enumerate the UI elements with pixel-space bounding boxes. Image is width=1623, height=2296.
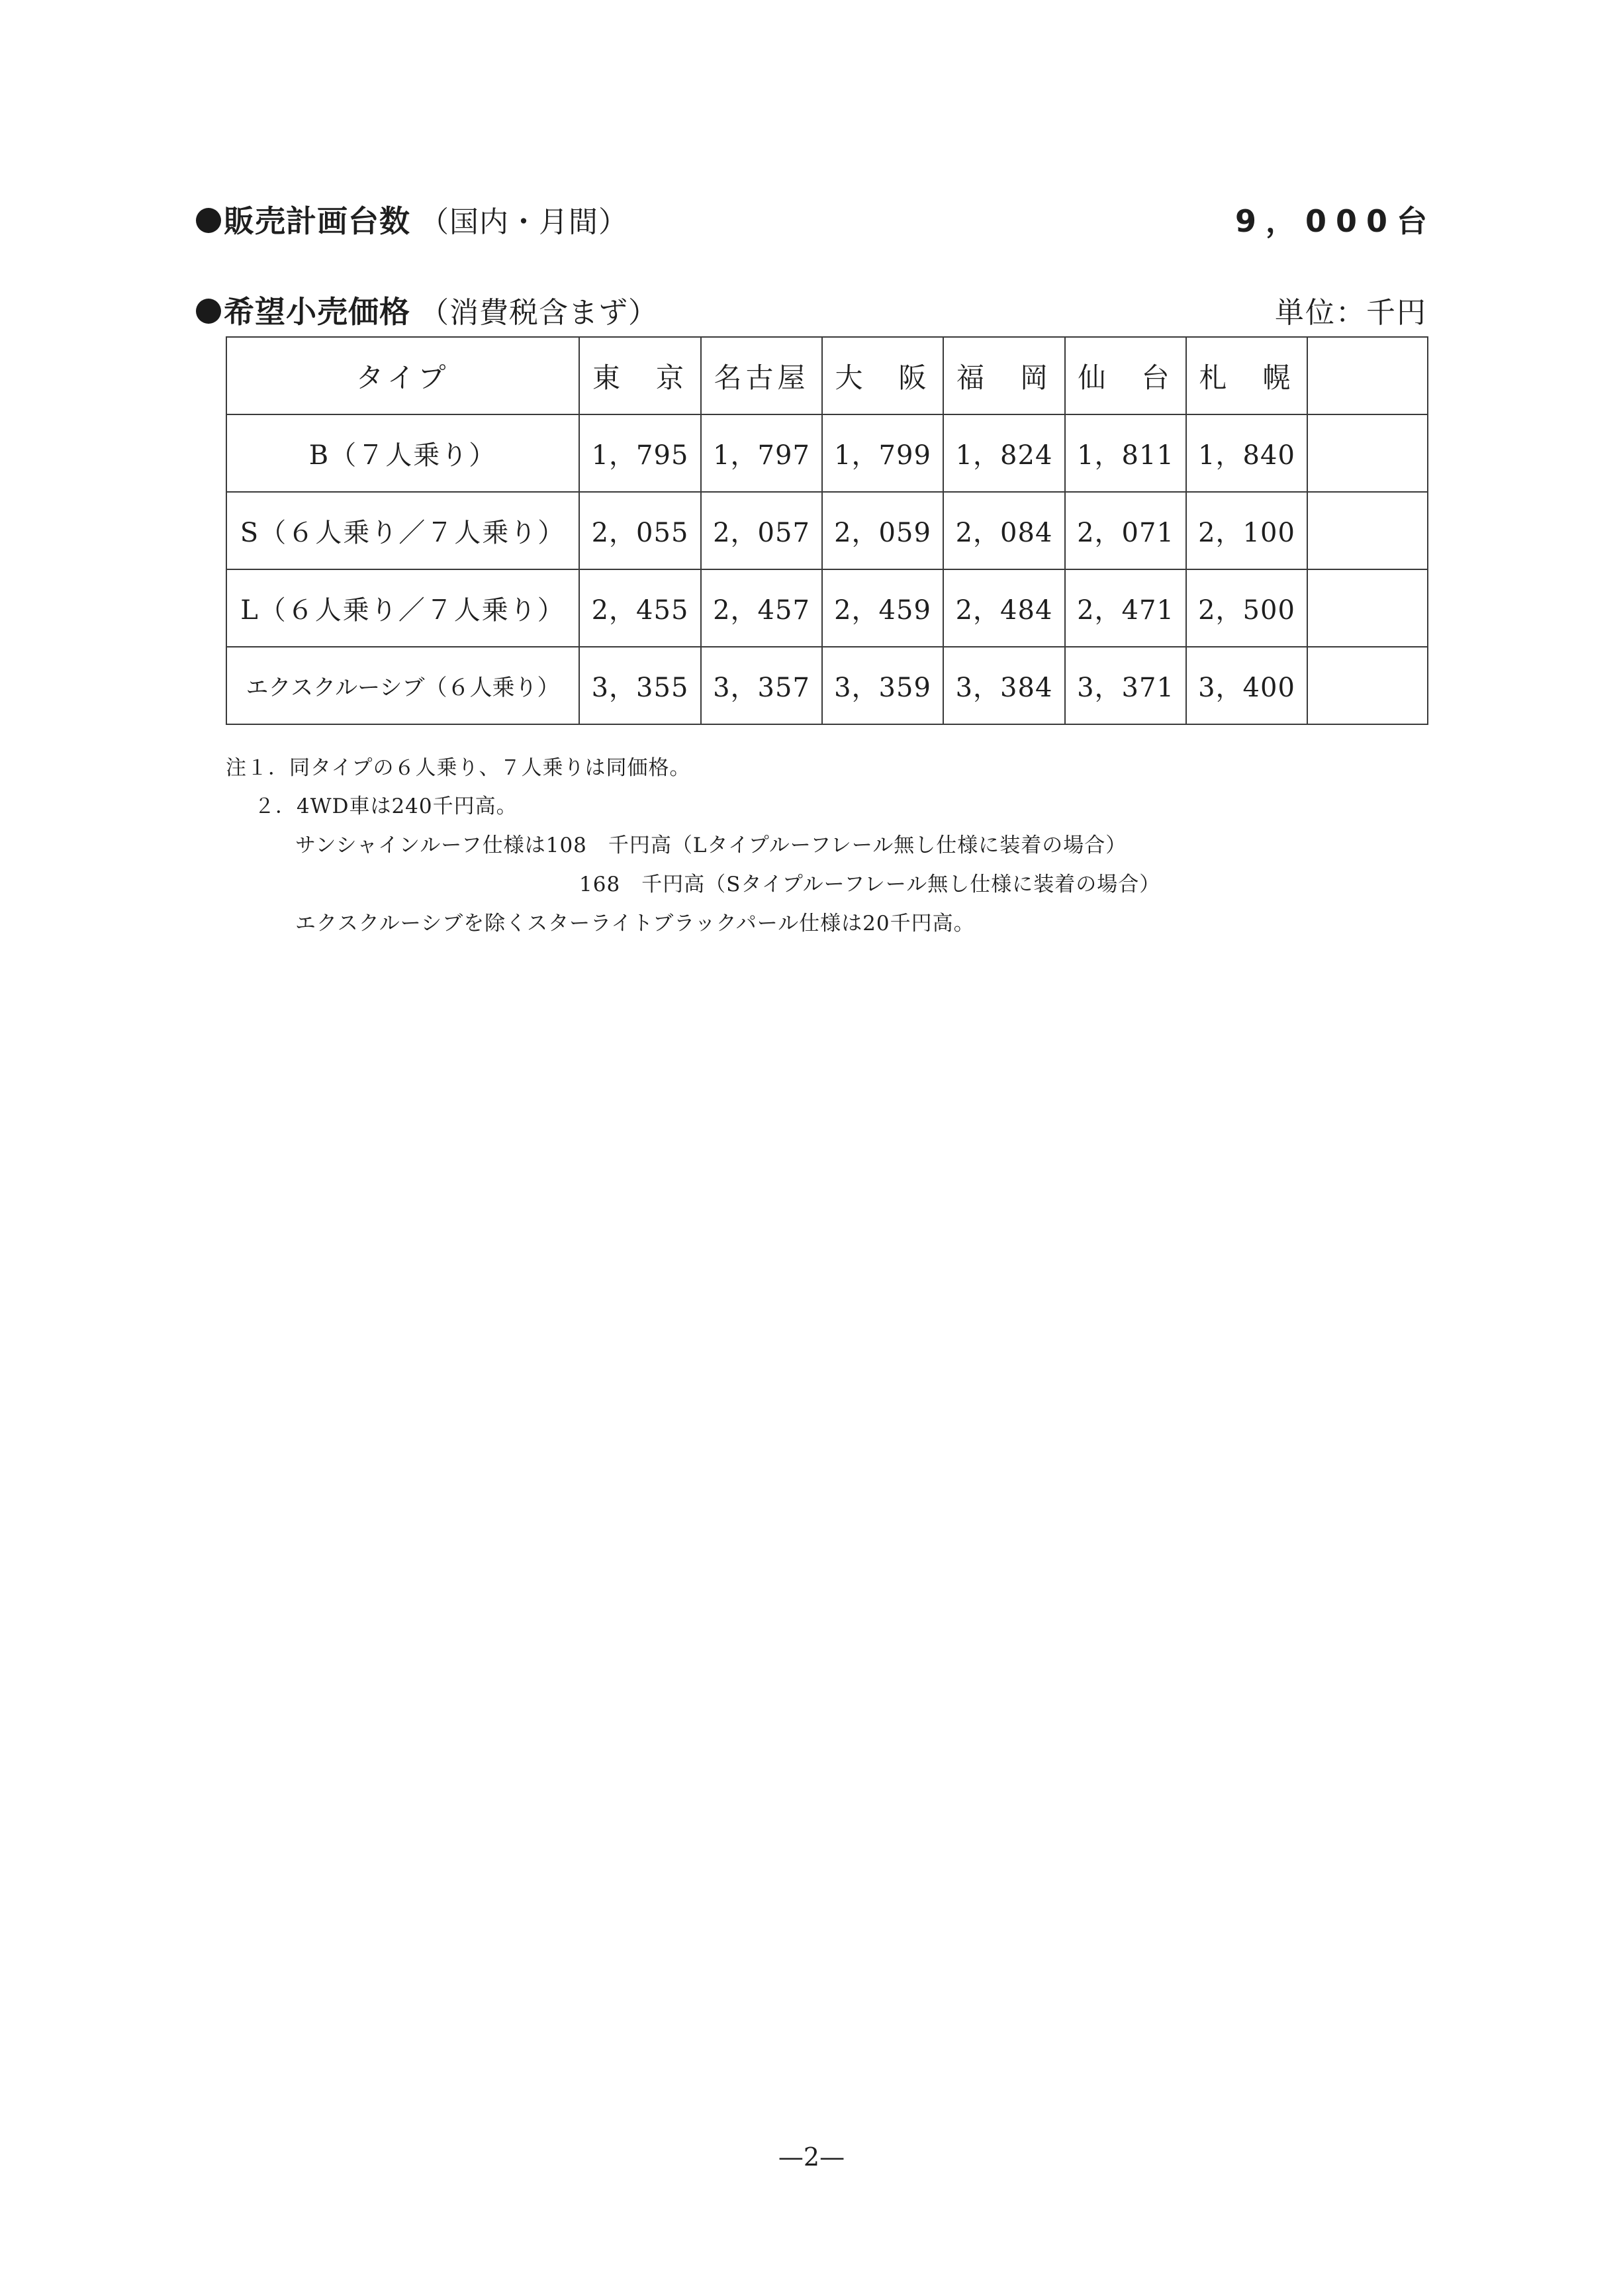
price-cell: 2，059 <box>822 492 943 569</box>
price-cell: 3，400 <box>1186 647 1307 724</box>
type-cell: S（６人乗り／７人乗り） <box>226 492 579 569</box>
retail-price-row <box>196 288 1427 332</box>
note-sunroof-s: 168 千円高（Sタイプルーフレール無し仕様に装着の場合） <box>579 873 1161 896</box>
header-nagoya: 名古屋 <box>701 337 822 414</box>
header-blank <box>1307 337 1428 414</box>
price-cell: 3，357 <box>701 647 822 724</box>
page-number: —2— <box>778 2142 845 2172</box>
header-fukuoka: 福 岡 <box>943 337 1065 414</box>
price-cell: 2，484 <box>943 569 1065 647</box>
bullet-icon <box>196 208 221 233</box>
price-cell: 1，797 <box>701 414 822 492</box>
price-cell: 1，795 <box>579 414 701 492</box>
empty-cell <box>1307 492 1428 569</box>
type-cell: エクスクルーシブ（６人乗り） <box>226 647 579 724</box>
table-row <box>226 414 1428 492</box>
bullet-icon <box>196 299 221 324</box>
price-cell: 3，359 <box>822 647 943 724</box>
sales-plan-title: 販売計画台数 <box>224 203 410 239</box>
type-cell: B（７人乗り） <box>226 414 579 492</box>
price-table <box>226 336 1428 725</box>
retail-price-heading <box>196 288 658 332</box>
header-tokyo: 東 京 <box>579 337 701 414</box>
retail-price-subtitle: （消費税含まず） <box>420 296 658 330</box>
table-row <box>226 569 1428 647</box>
price-cell: 2，055 <box>579 492 701 569</box>
retail-price-title: 希望小売価格 <box>224 294 410 330</box>
empty-cell <box>1307 569 1428 647</box>
price-cell: 2，100 <box>1186 492 1307 569</box>
header-osaka: 大 阪 <box>822 337 943 414</box>
table-row <box>226 647 1428 724</box>
header-type: タイプ <box>226 337 579 414</box>
price-cell: 1，824 <box>943 414 1065 492</box>
price-cell: 2，084 <box>943 492 1065 569</box>
price-cell: 1，840 <box>1186 414 1307 492</box>
note-sunroof: サンシャインルーフ仕様は108 千円高（Lタイプルーフレール無し仕様に装着の場合） <box>295 834 1127 857</box>
price-cell: 1，799 <box>822 414 943 492</box>
price-cell: 2，071 <box>1065 492 1186 569</box>
sales-plan-value: 9，000台 <box>1234 203 1436 239</box>
price-cell: 1，811 <box>1065 414 1186 492</box>
unit-label: 単位：千円 <box>1275 296 1427 330</box>
empty-cell <box>1307 647 1428 724</box>
price-cell: 2，057 <box>701 492 822 569</box>
price-cell: 2，471 <box>1065 569 1186 647</box>
note-1: 注１．同タイプの６人乗り、７人乗りは同価格。 <box>226 756 691 780</box>
type-cell: L（６人乗り／７人乗り） <box>226 569 579 647</box>
header-sendai: 仙 台 <box>1065 337 1186 414</box>
sales-plan-row <box>196 197 1436 241</box>
header-sapporo: 札 幌 <box>1186 337 1307 414</box>
price-cell: 3，355 <box>579 647 701 724</box>
table-row <box>226 492 1428 569</box>
price-cell: 2，457 <box>701 569 822 647</box>
price-cell: 2，500 <box>1186 569 1307 647</box>
price-cell: 2，455 <box>579 569 701 647</box>
sales-plan-subtitle: （国内・月間） <box>420 205 628 239</box>
price-cell: 3，384 <box>943 647 1065 724</box>
empty-cell <box>1307 414 1428 492</box>
price-cell: 3，371 <box>1065 647 1186 724</box>
note-2: ２．4WD車は240千円高。 <box>254 794 518 818</box>
note-pearl: エクスクルーシブを除くスターライトブラックパール仕様は20千円高。 <box>295 912 975 935</box>
price-cell: 2，459 <box>822 569 943 647</box>
sales-plan-heading <box>196 197 628 241</box>
table-header-row <box>226 337 1428 414</box>
